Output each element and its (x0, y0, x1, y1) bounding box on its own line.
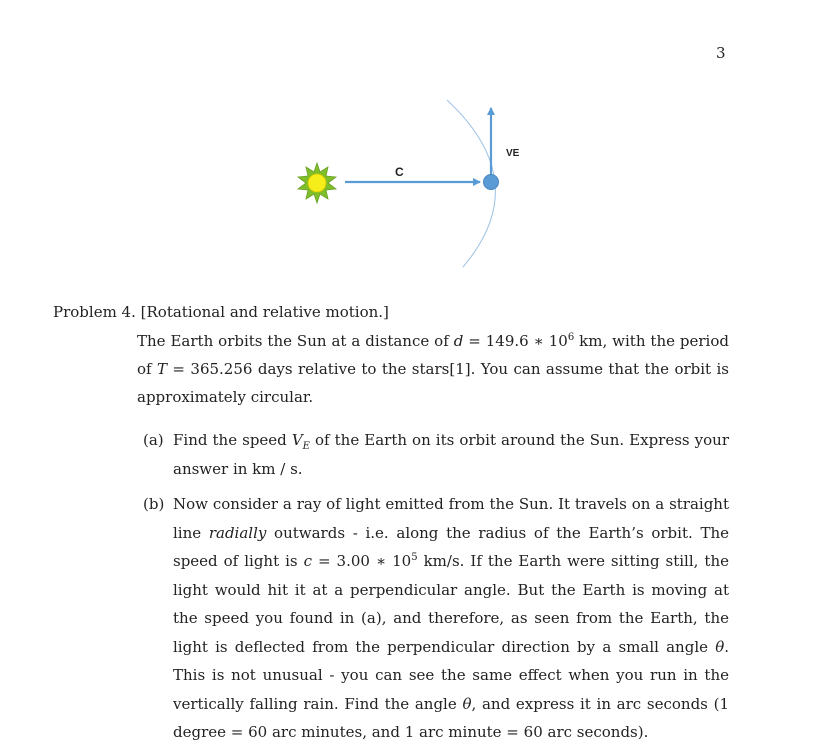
var-theta-2: θ (462, 694, 472, 713)
page-number: 3 (716, 44, 726, 62)
part-b-text-1: Now consider a ray of light emitted from the Sun. It travels on a straight line (173, 495, 729, 542)
earth-icon (484, 175, 499, 190)
var-d: d (453, 332, 464, 350)
intro-text-1: The Earth orbits the Sun at a distance of (137, 332, 454, 350)
c-label: C (395, 165, 404, 179)
var-T: T (157, 360, 168, 378)
ve-label: VE (506, 148, 520, 159)
var-c: c (303, 552, 312, 570)
part-b-text-5: , and express it in arc seconds (1 degree = 60 arc minutes, and 1 arc minute = 60 arc seconds). (173, 694, 729, 741)
problem-heading: Problem 4. [Rotational and relative motion.] (53, 303, 389, 321)
part-b-body (173, 490, 729, 747)
part-b-label: (b) (143, 495, 165, 513)
var-V: V (291, 431, 303, 449)
part-a-body (173, 426, 729, 483)
intro-exp-1: 6 (567, 332, 575, 343)
part-b-text-2: outwards - i.e. along the radius of the Earth’s orbit. The speed of light is (173, 523, 729, 570)
intro-text-2: km, with the period of (137, 332, 729, 378)
problem-intro (137, 327, 729, 411)
sun-icon (298, 163, 336, 203)
part-b-radially: radially (208, 523, 267, 542)
part-a-text-2: of the Earth on its orbit around the Sun. Express your answer in km / s. (173, 431, 729, 478)
intro-text-3: = 365.256 days relative to the stars[1]. You can assume that the orbit is approximately circular. (137, 360, 729, 406)
part-b-exp: 5 (411, 552, 418, 563)
part-b-text-4: . This is not unusual - you can see the same effect when you run in the vertically falling rain. Find the angle (173, 637, 729, 713)
sun-earth-diagram (0, 0, 828, 300)
part-b-text-3: km/s. If the Earth were sitting still, the light would hit it at a perpendicular angle. But the Earth is moving at the speed you found in (a), and therefore, as seen from the Earth, the light is deflected from the perpendicular direction by a small angle (173, 552, 729, 656)
part-b-eq: = 3.00 ∗ 10 (312, 552, 412, 570)
var-V-sub: E (302, 441, 310, 452)
intro-eq-1: = 149.6 ∗ 10 (463, 332, 568, 350)
var-theta-1: θ (715, 637, 725, 656)
part-a-label: (a) (143, 431, 164, 449)
part-a-text-1: Find the speed (173, 431, 292, 449)
